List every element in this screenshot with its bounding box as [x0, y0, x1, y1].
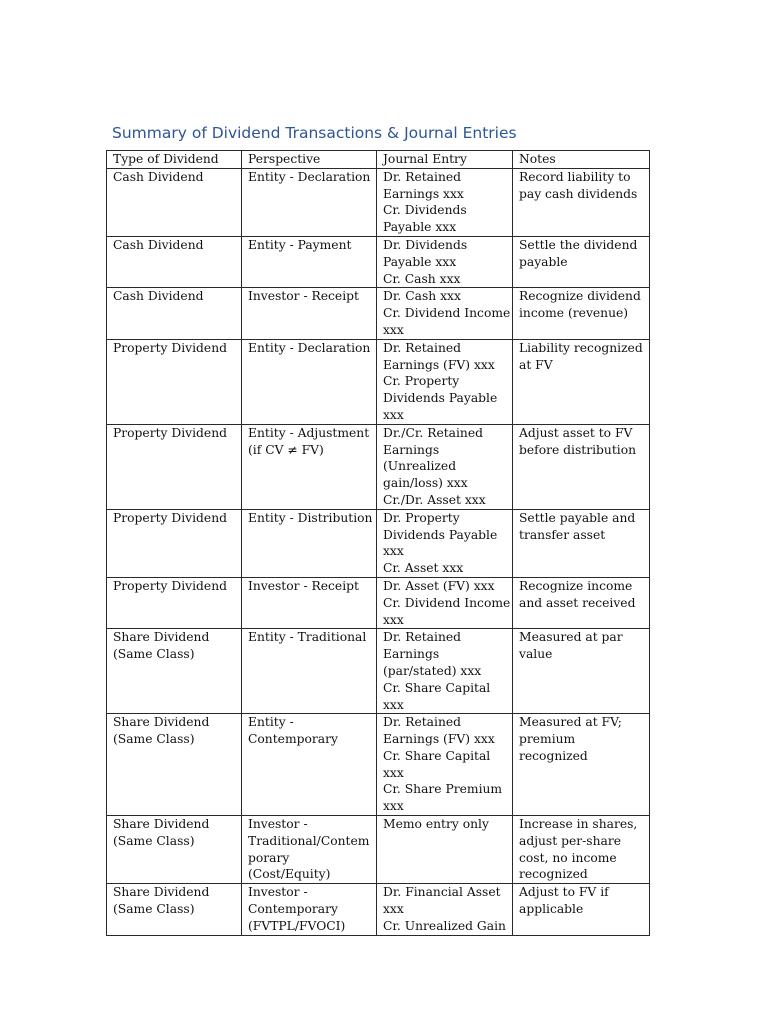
cell-line: before distribution: [519, 442, 637, 457]
cell-line: Cr. Dividend Income: [383, 306, 511, 321]
perspective-cell: [242, 509, 377, 577]
cell-line: (if CV ≠ FV): [248, 442, 324, 457]
journal-entry-cell: [377, 714, 513, 816]
cell-line: Entity - Adjustment: [248, 425, 370, 440]
table-row: [107, 288, 650, 339]
notes-cell: [513, 629, 650, 714]
cell-line: recognized: [519, 867, 588, 882]
journal-entry-cell: [377, 884, 513, 935]
cell-line: porary: [248, 850, 290, 865]
cell-line: Entity - Traditional: [248, 630, 367, 645]
notes-header: [513, 151, 650, 169]
cell-line: Recognize dividend: [519, 289, 641, 304]
cell-line: Cash Dividend: [113, 169, 204, 184]
cell-line: xxx: [383, 407, 404, 422]
dividend-type-cell: [107, 577, 242, 628]
journal-entry-cell: [377, 509, 513, 577]
cell-line: Memo entry only: [383, 817, 489, 832]
cell-line: Property Dividend: [113, 425, 227, 440]
cell-line: Journal Entry: [383, 152, 467, 166]
table-row: [107, 339, 650, 424]
journal-entry-cell: [377, 168, 513, 236]
journal-entry-cell: [377, 424, 513, 509]
cell-line: Type of Dividend: [113, 152, 219, 166]
cell-line: Dividends Payable: [383, 527, 498, 542]
cell-line: xxx: [383, 799, 404, 814]
notes-cell: [513, 884, 650, 935]
cell-line: Cr. Property: [383, 374, 460, 389]
cell-line: Earnings (FV) xxx: [383, 732, 495, 747]
cell-line: applicable: [519, 902, 584, 917]
notes-cell: [513, 816, 650, 884]
cell-line: Cr. Share Premium: [383, 782, 503, 797]
cell-line: Share Dividend: [113, 817, 210, 832]
cell-line: Entity -: [248, 715, 294, 730]
cell-line: xxx: [383, 612, 404, 627]
cell-line: Property Dividend: [113, 340, 227, 355]
cell-line: Adjust to FV if: [519, 885, 609, 900]
cell-line: Dr. Cash xxx: [383, 289, 461, 304]
cell-line: Earnings xxx: [383, 186, 464, 201]
table-row: [107, 884, 650, 935]
notes-cell: [513, 714, 650, 816]
table-row: [107, 714, 650, 816]
dividend-type-cell: [107, 168, 242, 236]
cell-line: (Same Class): [113, 732, 195, 747]
cell-line: Dr. Asset (FV) xxx: [383, 578, 495, 593]
cell-line: Contemporary: [248, 732, 338, 747]
cell-line: Liability recognized: [519, 340, 643, 355]
cell-line: gain/loss) xxx: [383, 476, 468, 491]
cell-line: xxx: [383, 902, 404, 917]
table-row: [107, 629, 650, 714]
notes-cell: [513, 424, 650, 509]
perspective-cell: [242, 168, 377, 236]
cell-line: Dr. Dividends: [383, 237, 468, 252]
notes-cell: [513, 509, 650, 577]
dividend-type-cell: [107, 714, 242, 816]
cell-line: Measured at par: [519, 630, 623, 645]
cell-line: Earnings: [383, 647, 440, 662]
dividend-type-cell: [107, 236, 242, 287]
cell-line: Dr./Cr. Retained: [383, 425, 484, 440]
notes-cell: [513, 288, 650, 339]
cell-line: Property Dividend: [113, 578, 227, 593]
cell-line: transfer asset: [519, 527, 606, 542]
cell-line: Investor - Receipt: [248, 578, 359, 593]
cell-line: Cr. Share Capital: [383, 748, 491, 763]
journal-entry-header: [377, 151, 513, 169]
perspective-cell: [242, 629, 377, 714]
dividend-type-cell: [107, 339, 242, 424]
dividend-type-cell: [107, 884, 242, 935]
cell-line: xxx: [383, 765, 404, 780]
cell-line: pay cash dividends: [519, 186, 638, 201]
cell-line: (par/stated) xxx: [383, 663, 482, 678]
notes-cell: [513, 577, 650, 628]
perspective-cell: [242, 816, 377, 884]
cell-line: Cr. Share Capital: [383, 680, 491, 695]
document-title: Summary of Dividend Transactions & Journal Entries: [112, 124, 517, 142]
cell-line: Increase in shares,: [519, 817, 638, 832]
journal-entry-cell: [377, 236, 513, 287]
journal-entry-cell: [377, 629, 513, 714]
journal-entry-cell: [377, 816, 513, 884]
perspective-cell: [242, 288, 377, 339]
cell-line: Share Dividend: [113, 715, 210, 730]
dividend-summary-table: [106, 150, 650, 936]
table-body: [107, 151, 650, 936]
cell-line: xxx: [383, 544, 404, 559]
cell-line: Cr. Asset xxx: [383, 561, 464, 576]
cell-line: and asset received: [519, 595, 636, 610]
cell-line: Entity - Payment: [248, 237, 352, 252]
cell-line: income (revenue): [519, 306, 629, 321]
dividend-type-cell: [107, 509, 242, 577]
cell-line: value: [519, 647, 553, 662]
cell-line: Investor - Receipt: [248, 289, 359, 304]
notes-cell: [513, 236, 650, 287]
perspective-cell: [242, 714, 377, 816]
table-row: [107, 509, 650, 577]
cell-line: Recognize income: [519, 578, 633, 593]
cell-line: Contemporary: [248, 902, 338, 917]
cell-line: Property Dividend: [113, 510, 227, 525]
dividend-type-header: [107, 151, 242, 169]
journal-entry-cell: [377, 288, 513, 339]
cell-line: Cr. Dividend Income: [383, 595, 511, 610]
cell-line: (Same Class): [113, 647, 195, 662]
cell-line: Share Dividend: [113, 630, 210, 645]
cell-line: Entity - Declaration: [248, 169, 371, 184]
cell-line: premium: [519, 732, 576, 747]
table-row: [107, 236, 650, 287]
cell-line: (Same Class): [113, 833, 195, 848]
cell-line: Record liability to: [519, 169, 631, 184]
cell-line: payable: [519, 254, 568, 269]
cell-line: Perspective: [248, 152, 321, 166]
journal-entry-cell: [377, 339, 513, 424]
cell-line: Dr. Retained: [383, 715, 462, 730]
cell-line: (Same Class): [113, 902, 195, 917]
cell-line: Dividends Payable: [383, 391, 498, 406]
cell-line: Dr. Retained: [383, 169, 462, 184]
cell-line: adjust per-share: [519, 833, 621, 848]
cell-line: Dr. Property: [383, 510, 460, 525]
table-header-row: [107, 151, 650, 169]
cell-line: Earnings (FV) xxx: [383, 357, 495, 372]
table-row: [107, 424, 650, 509]
cell-line: Dr. Retained: [383, 630, 462, 645]
cell-line: (Unrealized: [383, 459, 457, 474]
cell-line: xxx: [383, 697, 404, 712]
cell-line: Cr./Dr. Asset xxx: [383, 492, 486, 507]
dividend-type-cell: [107, 629, 242, 714]
cell-line: Traditional/Contem: [248, 833, 370, 848]
cell-line: Payable xxx: [383, 220, 457, 235]
cell-line: Entity - Distribution: [248, 510, 373, 525]
cell-line: Notes: [519, 152, 556, 166]
cell-line: Investor -: [248, 885, 308, 900]
cell-line: Dr. Retained: [383, 340, 462, 355]
cell-line: cost, no income: [519, 850, 617, 865]
cell-line: recognized: [519, 748, 588, 763]
cell-line: xxx: [383, 322, 404, 337]
perspective-cell: [242, 339, 377, 424]
cell-line: Cash Dividend: [113, 289, 204, 304]
cell-line: Cr. Unrealized Gain: [383, 918, 506, 933]
perspective-cell: [242, 236, 377, 287]
notes-cell: [513, 168, 650, 236]
cell-line: Entity - Declaration: [248, 340, 371, 355]
cell-line: Adjust asset to FV: [519, 425, 633, 440]
cell-line: Cr. Dividends: [383, 203, 467, 218]
cell-line: at FV: [519, 357, 553, 372]
cell-line: Measured at FV;: [519, 715, 622, 730]
dividend-type-cell: [107, 816, 242, 884]
cell-line: (FVTPL/FVOCI): [248, 918, 346, 933]
dividend-type-cell: [107, 288, 242, 339]
perspective-cell: [242, 884, 377, 935]
cell-line: Cr. Cash xxx: [383, 271, 461, 286]
dividend-type-cell: [107, 424, 242, 509]
perspective-cell: [242, 424, 377, 509]
cell-line: Settle the dividend: [519, 237, 638, 252]
cell-line: Settle payable and: [519, 510, 636, 525]
cell-line: Payable xxx: [383, 254, 457, 269]
table-row: [107, 168, 650, 236]
cell-line: Dr. Financial Asset: [383, 885, 501, 900]
notes-cell: [513, 339, 650, 424]
cell-line: Investor -: [248, 817, 308, 832]
cell-line: Cash Dividend: [113, 237, 204, 252]
cell-line: Share Dividend: [113, 885, 210, 900]
cell-line: Earnings: [383, 442, 440, 457]
cell-line: (Cost/Equity): [248, 867, 331, 882]
journal-entry-cell: [377, 577, 513, 628]
table-row: [107, 577, 650, 628]
perspective-header: [242, 151, 377, 169]
table-row: [107, 816, 650, 884]
perspective-cell: [242, 577, 377, 628]
